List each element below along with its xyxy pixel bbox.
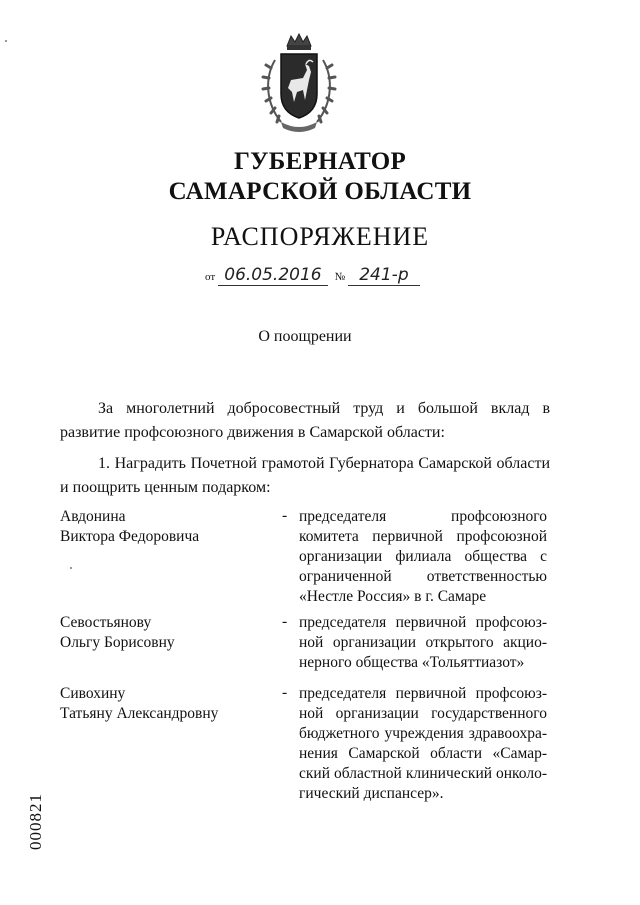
awardee-position: председателя профсоюзного комитета первичной профсоюзной организации филиала общества с ограниченной ответственностью «Нестле Россия» в г. Самаре bbox=[299, 508, 547, 605]
date-from-label: от bbox=[205, 271, 216, 283]
list-dash: - bbox=[282, 684, 288, 701]
awardee-name bbox=[60, 684, 218, 724]
awardee-position: председателя первичной профсоюз-ной организации государственного бюджетного учреждения здравоохра-нения Самарской области «Самар-ский областной клинический онколо-гический диспансер». bbox=[299, 685, 547, 802]
issuer-title-line2: САМАРСКОЙ ОБЛАСТИ bbox=[168, 178, 472, 205]
item-1-paragraph: 1. Наградить Почетной грамотой Губернатора Самарской области и поощрить ценным подарком: bbox=[60, 455, 550, 496]
document-number: 241-р bbox=[348, 265, 420, 286]
awardee-surname: Сивохину bbox=[60, 685, 126, 702]
document-type: РАСПОРЯЖЕНИЕ bbox=[210, 222, 430, 251]
serial-number: 000821 bbox=[26, 793, 45, 850]
awardee-surname: Авдонина bbox=[60, 508, 126, 525]
awardee-given-names: Ольгу Борисовну bbox=[60, 634, 175, 651]
awardee-name bbox=[60, 507, 199, 547]
awardee-position: председателя первичной профсоюз-ной организации открытого акцио-нерного общества «Тольяттиазот» bbox=[299, 614, 547, 671]
scan-speck bbox=[70, 567, 72, 569]
intro-paragraph: За многолетний добросовестный труд и большой вклад в развитие профсоюзного движения в Самарской области: bbox=[60, 400, 550, 441]
awardee-given-names: Татьяну Александровну bbox=[60, 705, 219, 722]
document-date: 06.05.2016 bbox=[218, 265, 328, 286]
issuer-title-line1: ГУБЕРНАТОР bbox=[233, 148, 407, 175]
dateline bbox=[205, 265, 420, 286]
list-dash: - bbox=[282, 613, 288, 630]
document-subject: О поощрении bbox=[258, 328, 352, 345]
list-dash: - bbox=[282, 507, 288, 524]
samara-coat-of-arms-icon bbox=[261, 32, 337, 134]
awardee-name bbox=[60, 613, 175, 653]
number-label: № bbox=[334, 271, 346, 283]
scan-speck bbox=[5, 40, 7, 42]
awardee-given-names: Виктора Федоровича bbox=[60, 528, 200, 545]
awardee-surname: Севостьянову bbox=[60, 614, 152, 631]
